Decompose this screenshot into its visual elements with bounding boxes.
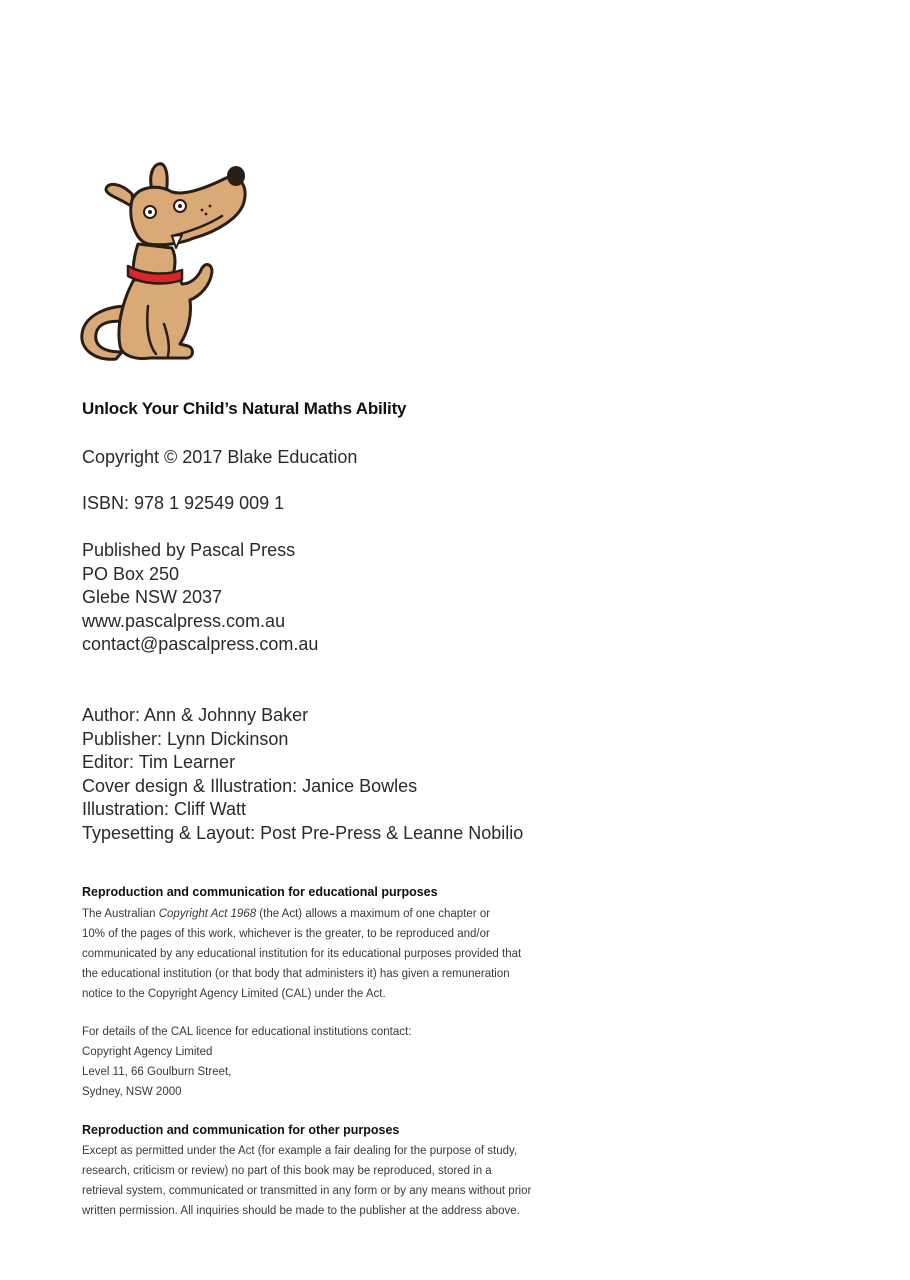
paragraph-line: written permission. All inquiries should be made to the publisher at the address above.: [82, 1205, 520, 1217]
act-name: Copyright Act 1968: [158, 908, 257, 920]
credit-illustration: Illustration: Cliff Watt: [82, 799, 247, 819]
credit-author: Author: Ann & Johnny Baker: [82, 705, 309, 725]
other-purposes-heading: Reproduction and communication for other purposes: [82, 1123, 400, 1137]
credit-typesetting: Typesetting & Layout: Post Pre-Press & Leanne Nobilio: [82, 822, 524, 843]
paragraph-line: communicated by any educational institution for its educational purposes provided that: [82, 948, 522, 960]
paragraph-line: The Australian Copyright Act 1968 (the Act) allows a maximum of one chapter or: [82, 908, 491, 920]
cal-contact: [82, 1022, 602, 1102]
credit-cover-design: Cover design & Illustration: Janice Bowles: [82, 775, 418, 796]
paragraph-line: the educational institution (or that body that administers it) has given a remuneration: [82, 968, 510, 980]
paragraph-line: Sydney, NSW 2000: [82, 1086, 182, 1098]
paragraph-line: notice to the Copyright Agency Limited (CAL) under the Act.: [82, 988, 386, 1000]
dog-illustration: [76, 156, 256, 366]
paragraph-line: 10% of the pages of this work, whichever is the greater, to be reproduced and/or: [82, 928, 490, 940]
paragraph-line: research, criticism or review) no part of this book may be reproduced, stored in a: [82, 1165, 492, 1177]
paragraph-line: retrieval system, communicated or transmitted in any form or by any means without prior: [82, 1185, 532, 1197]
educational-paragraph: [82, 904, 602, 1004]
other-purposes-paragraph: [82, 1141, 602, 1221]
address-line: PO Box 250: [82, 563, 180, 584]
address-line: Glebe NSW 2037: [82, 587, 223, 607]
paragraph-line: Copyright Agency Limited: [82, 1046, 213, 1058]
publisher-line: Published by Pascal Press: [82, 540, 296, 560]
email-link[interactable]: contact@pascalpress.com.au: [82, 634, 319, 654]
credit-editor: Editor: Tim Learner: [82, 752, 236, 772]
credits-list: [82, 704, 523, 845]
isbn-line: ISBN: 978 1 92549 009 1: [82, 493, 285, 513]
credit-publisher: Publisher: Lynn Dickinson: [82, 728, 289, 749]
website-link[interactable]: www.pascalpress.com.au: [82, 610, 286, 631]
educational-heading: Reproduction and communication for educational purposes: [82, 885, 438, 899]
paragraph-line: Except as permitted under the Act (for example a fair dealing for the purpose of study,: [82, 1145, 518, 1157]
paragraph-line: For details of the CAL licence for educational institutions contact:: [82, 1026, 412, 1038]
paragraph-line: Level 11, 66 Goulburn Street,: [82, 1066, 232, 1078]
copyright-line: Copyright © 2017 Blake Education: [82, 447, 358, 467]
publisher-address: [82, 539, 318, 657]
book-title: Unlock Your Child’s Natural Maths Ability: [82, 399, 407, 418]
